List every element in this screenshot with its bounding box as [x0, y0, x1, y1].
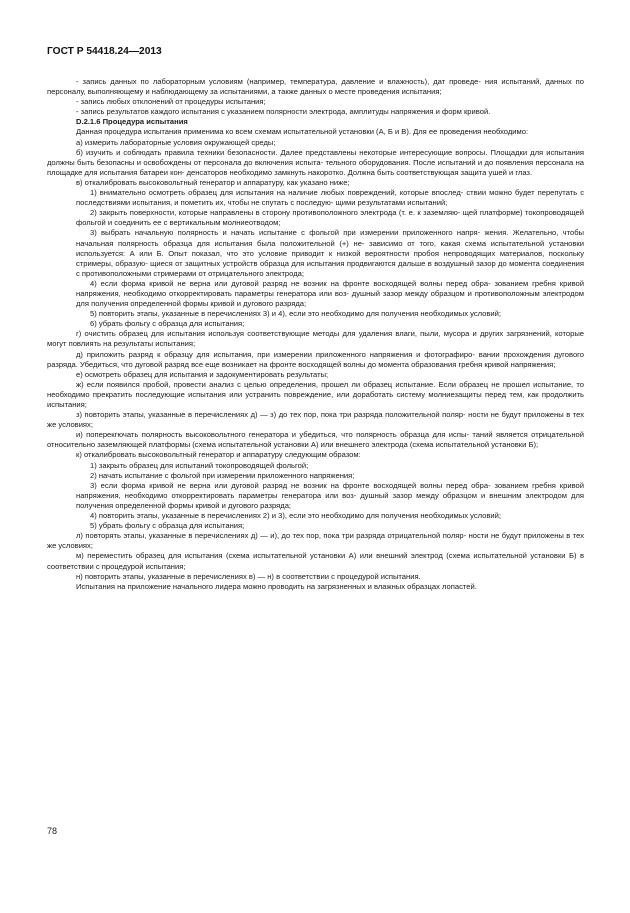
paragraph: Данная процедура испытания применима ко всем схемам испытательной установки (А, Б и В). Для ее проведения необходимо:	[76, 127, 529, 137]
sub-list-item	[47, 228, 584, 278]
sub-list-item-text: 2) закрыть поверхности, которые направлены в сторону противоположного электрода (т. е. к заземляю- щей платформе) токопроводящей фольгой и соединить ее с вертикальным молниеотводом;	[76, 208, 584, 228]
sub-list-item-text: 1) внимательно осмотреть образец для испытания на наличие любых повреждений, которые впослед- ствии можно будет перепутать с последствиями испытания, и пометить их, чтобы не спутать с последую- щими результатами испытаний;	[76, 188, 584, 208]
list-item: Испытания на приложение начального лидера можно проводить на загрязненных и влажных образцах лопастей.	[76, 581, 477, 591]
list-item: м) переместить образец для испытания (схема испытательной установки А) или внешний электрод (схема испытательной установки Б) в соответствии с процедурой испытания;	[47, 551, 584, 571]
body-text	[47, 77, 584, 592]
sub-list-item	[47, 208, 584, 228]
sub-list-item	[47, 188, 584, 208]
sub-list-item-text: 3) если форма кривой не верна или дуговой разряд не возник на фронте восходящей волны перед обра- зованием гребня кривой напряжения, необходимо откорректировать параметры генератора или воз- душный зазор между образцом и внешним электродом для получения определенной формы кривой и дугового разряда;	[76, 480, 584, 510]
section-heading: D.2.1.6 Процедура испытания	[76, 117, 188, 127]
page-number: 78	[47, 826, 58, 836]
list-item: е) осмотреть образец для испытания и задокументировать результаты;	[76, 369, 329, 379]
list-item: л) повторять этапы, указанные в перечислениях д) — и), до тех пор, пока три разряда отрицательной поляр- ности не будут приложены в тех же условиях;	[47, 531, 584, 551]
sub-list-item-text: 4) если форма кривой не верна или дуговой разряд не возник на фронте восходящей волны перед обра- зованием гребня кривой напряжения, необходимо откорректировать параметры генератора или воз- душный зазор между образцом и противоположным электродом для получения определенной формы кривой и дугового разряда;	[76, 278, 584, 309]
sub-list-item-text: 3) выбрать начальную полярность и начать испытание с фольгой при измерении приложенного напря- жения. Желательно, чтобы начальная полярность образца для испытания была положительной (+) не- зависимо от того, какая схема испытательной установки используется: А или Б. Опыт показал, что это условие приводит к низкой вероятности пробоя непроводящих материалов, поскольку стримеры, образую- щиеся от защитных устройств образца для испытания продвигаются дальше в воздушный зазор до момента соединения с противоположными стримерами от отрицательного электрода;	[76, 228, 584, 278]
sub-list-item-text: 5) повторить этапы, указанные в перечислениях 3) и 4), если это необходимо для получения необходимых условий;	[90, 309, 501, 319]
list-item: г) очистить образец для испытания используя соответствующие методы для удаления влаги, пыли, мусора и других загрязнений, которые могут повлиять на результаты испытания;	[47, 329, 584, 349]
sub-list-item-text: 1) закрыть образец для испытаний токопроводящей фольгой;	[90, 460, 309, 470]
sub-list-item	[47, 319, 584, 329]
paragraph: - запись результатов каждого испытания с указанием полярности электрода, амплитуды напряжения и форм кривой.	[76, 107, 491, 117]
sub-list-item	[47, 279, 584, 309]
sub-list-item	[47, 309, 584, 319]
list-item: з) повторить этапы, указанные в перечислениях д) — з) до тех пор, пока три разряда положительной поляр- ности не будут приложены в тех же условиях;	[47, 410, 584, 430]
sub-list-item	[47, 471, 584, 481]
sub-list-item-text: 6) убрать фольгу с образца для испытания;	[90, 319, 245, 329]
list-item: н) повторить этапы, указанные в перечислениях в) — н) в соответствии с процедурой испытания.	[76, 571, 421, 581]
list-item: к) откалибровать высоковольтный генератор и аппаратуру следующим образом:	[76, 450, 361, 460]
list-item: и) поперекгючать полярность высоковольтного генератора и убедиться, что полярность образца для испы- таний является отрицательной относительно заземляющей платформы (схема испытательной установки А) или внешнего электрода (схема испытательной установки Б);	[47, 430, 584, 450]
sub-list-item-text: 4) повторить этапы, указанные в перечислениях 2) и 3), если это необходимо для получения необходимых условий;	[90, 511, 501, 521]
sub-list-item	[47, 521, 584, 531]
sub-list-item	[47, 511, 584, 521]
list-item: д) приложить разряд к образцу для испытания, при измерении приложенного напряжения и фотографиро- вании прохождения дугового разряда. Убедиться, что дуговой разряд все еще возникает на фронте восходящей волны до момента образования гребня кривой напряжения;	[47, 349, 584, 369]
paragraph: - запись данных по лабораторным условиям (например, температура, давление и влажность), дат проведе- ния испытаний, данных по персоналу, выполняющему и наблюдающему за испытаниями, а также данных о месте проведения испытания;	[47, 77, 584, 97]
list-item: б) изучить и соблюдать правила техники безопасности. Далее представлены некоторые интересующие вопросы. Площадки для испытания должны быть безопасны и освобождены от персонала до включения испыта- тельного оборудования. После испытаний и до появления персонала на площадке для испытания батареи кон- денсаторов необходимо замкнуть накоротко. Должна быть соответствующая защита ушей и глаз.	[47, 147, 584, 177]
list-item: в) откалибровать высоковольтный генератор и аппаратуру, как указано ниже;	[76, 177, 350, 187]
sub-list-item	[47, 461, 584, 471]
standard-header: ГОСТ Р 54418.24—2013	[47, 46, 162, 57]
sub-list-item-text: 2) начать испытание с фольгой при измерении приложенного напряжения;	[90, 470, 355, 480]
sub-list-item-text: 5) убрать фольгу с образца для испытания;	[90, 521, 245, 531]
list-item: а) измерить лабораторные условия окружающей среды;	[76, 137, 276, 147]
sub-list-item	[47, 481, 584, 511]
list-item: ж) если появился пробой, провести анализ с целью определения, прошел ли образец испытание. Если образец не прошел испытание, то необходимо прекратить последующие испытания или устранить повреждение, или доработать систему молниезащиты перед тем, как продолжить испытания;	[47, 379, 584, 409]
paragraph: - запись любых отклонений от процедуры испытания;	[76, 97, 266, 107]
